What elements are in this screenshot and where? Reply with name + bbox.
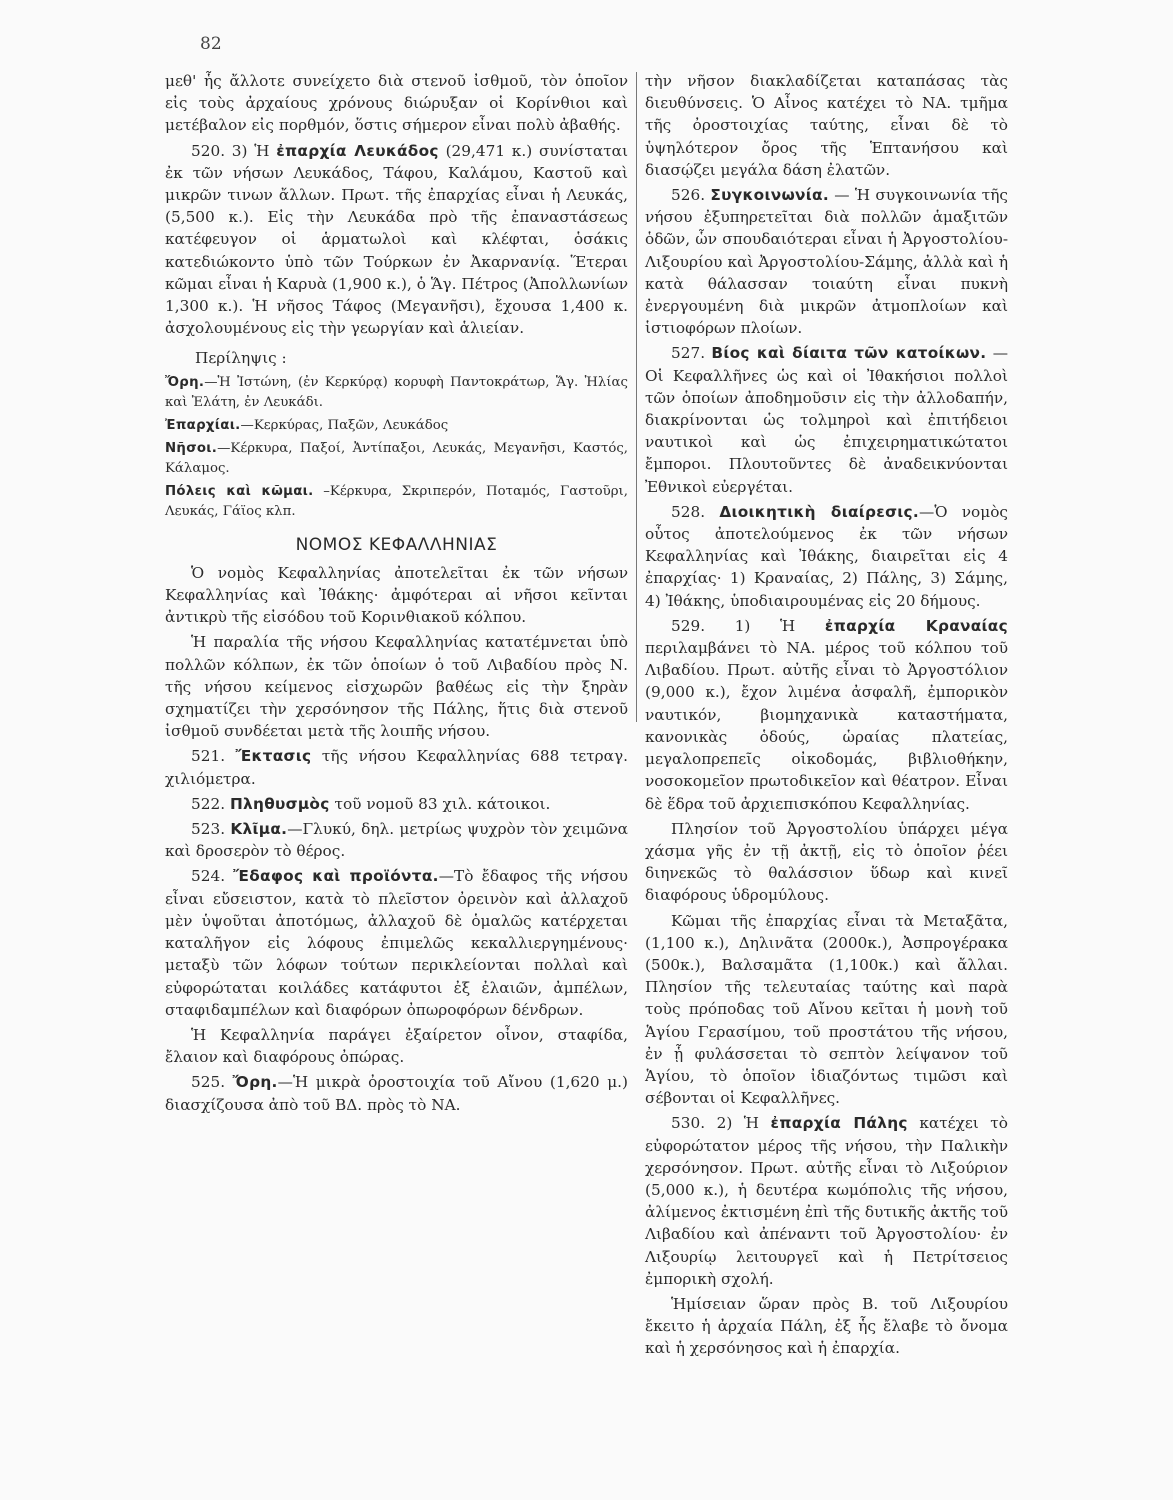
paragraph-529	[645, 615, 1008, 815]
paragraph-plision: Πλησίον τοῦ Ἀργοστολίου ὑπάρχει μέγα χάσμα γῆς ἐν τῇ ἀκτῇ, εἰς τὸ ὁποῖον ῥέει διηνεκῶς τὸ θαλάσσιον ὕδωρ καὶ κινεῖ διαφόρους ὑδρομύλους.	[645, 819, 1008, 905]
paragraph-paragei: Ἡ Κεφαλληνία παράγει ἐξαίρετον οἶνον, σταφίδα, ἔλαιον καὶ διαφόρους ὀπώρας.	[165, 1025, 628, 1067]
section-text: τῆς νήσου Κεφαλληνίας 688 τετραγ. χιλιόμετρα.	[165, 747, 628, 788]
paragraph-intro: μεθ' ἧς ἄλλοτε συνείχετο διὰ στενοῦ ἰσθμοῦ, τὸν ὁποῖον εἰς τοὺς ἀρχαίους χρόνους διώρυξαν οἱ Κορίνθιοι καὶ μετέβαλον εἰς πορθμόν, ὅστις σήμερον εἶναι πολὺ ἀβαθής.	[165, 72, 628, 135]
summary-item	[165, 439, 628, 479]
section-title: Βίος καὶ δίαιτα τῶν κατοίκων.	[711, 344, 987, 363]
paragraph-paralia: Ἡ παραλία τῆς νήσου Κεφαλληνίας κατατέμνεται ὑπὸ πολλῶν κόλπων, ἐκ τῶν ὁποίων ὁ τοῦ Λιβαδίου πρὸς Ν. τῆς νήσου κείμενος εἰσχωρῶν βαθέως εἰς τὴν ξηρὰν σχηματίζει τὴν χερσόνησον τῆς Πάλης, ἥτις διὰ στενοῦ ἰσθμοῦ συνδέεται μετὰ τῆς λοιπῆς νήσου.	[165, 633, 628, 741]
summary-text: —Ἡ Ἰστώνη, (ἐν Κερκύρᾳ) κορυφὴ Παντοκράτωρ, Ἅγ. Ἠλίας καὶ Ἐλάτη, ἐν Λευκάδι.	[165, 374, 628, 410]
section-text: κατέχει τὸ εὐφορώτατον μέρος τῆς νήσου, τὴν Παλικὴν χερσόνησον. Πρωτ. αὐτῆς εἶναι τὸ Λιξούριον (5,000 κ.), ἡ δευτέρα κωμόπολις τῆς νήσου, ἀλίμενος ἐκτισμένη ἐπὶ τῆς δυτικῆς ἀκτῆς τοῦ Λιβαδίου καὶ ἀπέναντι τοῦ Ἀργοστολίου· ἐν Λιξουρίῳ λειτουργεῖ καὶ ἡ Πετρίτσειος ἐμπορικὴ σχολή.	[645, 1114, 1008, 1288]
paragraph-hmisei: Ἡμίσειαν ὥραν πρὸς Β. τοῦ Λιξουρίου ἔκειτο ἡ ἀρχαία Πάλη, ἐξ ἧς ἔλαβε τὸ ὄνομα καὶ ἡ χερσόνησος καὶ ἡ ἐπαρχία.	[645, 1294, 1008, 1358]
section-number: 529. 1) Ἡ	[671, 616, 796, 635]
summary-item	[165, 373, 628, 413]
paragraph-520	[165, 140, 628, 340]
page-number: 82	[200, 34, 222, 54]
section-heading: ΝΟΜΟΣ ΚΕΦΑΛΛΗΝΙΑΣ	[295, 534, 498, 555]
section-number: 523.	[191, 820, 226, 839]
section-text: —Γλυκύ, δηλ. μετρίως ψυχρὸν τὸν χειμῶνα καὶ δροσερὸν τὸ θέρος.	[165, 820, 628, 861]
section-title: Διοικητικὴ διαίρεσις.	[719, 502, 920, 521]
section-text: —Τὸ ἔδαφος τῆς νήσου εἶναι εὔσειστον, κατὰ τὸ πλεῖστον ὀρεινὸν καὶ ἀλλαχοῦ μὲν ὑψοῦται ἀποτόμως, ἀλλαχοῦ δὲ ὁμαλῶς κατέρχεται καταλῆγον εἰς λόφους ἐπιμελῶς κεκαλλιεργημένους· μεταξὺ τῶν λόφων τούτων περικλείονται πολλαὶ καὶ εὐφορώταται κοιλάδες κατάφυτοι ἐξ ἐλαιῶν, ἀμπέλων, σταφιδαμπέλων καὶ διαφόρων ὀπωροφόρων δένδρων.	[165, 867, 628, 1019]
summary-label: Πόλεις καὶ κῶμαι.	[165, 483, 314, 499]
summary-label: Ὄρη.	[165, 374, 205, 390]
section-text: — Ἡ συγκοινωνία τῆς νήσου ἐξυπηρετεῖται διὰ πολλῶν ἁμαξιτῶν ὁδῶν, ὧν σπουδαιότεραι εἶναι ἡ Ἀργοστολίου-Λιξουρίου καὶ Ἀργοστολίου-Σάμης, ἀλλὰ καὶ ἡ κατὰ θάλασσαν τοιαύτη εἶναι πυκνὴ ἐνεργουμένη διὰ μικρῶν ἀτμοπλοίων καὶ ἱστιοφόρων πλοίων.	[645, 186, 1008, 338]
section-text: —Ὁ νομὸς οὗτος ἀποτελούμενος ἐκ τῶν νήσων Κεφαλληνίας καὶ Ἰθάκης, διαιρεῖται εἰς 4 ἐπαρχίας· 1) Κραναίας, 2) Πάλης, 3) Σάμης, 4) Ἰθάκης, ὑποδιαιρουμένας εἰς 20 δήμους.	[645, 502, 1008, 610]
section-number: 524.	[191, 867, 226, 886]
paragraph-528	[645, 501, 1008, 612]
section-title: Ἔκτασις	[235, 747, 312, 766]
paragraph-523	[165, 818, 628, 862]
section-title: Ἔδαφος καὶ προϊόντα.	[233, 867, 439, 886]
paragraph-524	[165, 865, 628, 1020]
section-number: 528.	[671, 502, 706, 521]
section-text: τοῦ νομοῦ 83 χιλ. κάτοικοι.	[334, 794, 551, 813]
section-number: 522.	[191, 794, 226, 813]
section-number: 526.	[671, 186, 706, 205]
right-column	[645, 70, 1008, 1363]
section-title: Συγκοινωνία.	[710, 186, 829, 205]
summary-text: —Κερκύρας, Παξῶν, Λευκάδος	[240, 417, 449, 433]
section-number: 521.	[191, 747, 226, 766]
summary-text: –Κέρκυρα, Σκριπερόν, Ποταμός, Γαστοῦρι, Λευκάς, Γάϊος κλπ.	[165, 483, 628, 519]
paragraph-continued: τὴν νῆσον διακλαδίζεται καταπάσας τὰς διευθύνσεις. Ὁ Αἶνος κατέχει τὸ ΝΑ. τμῆμα τῆς ὀροστοιχίας ταύτης, εἶναι δὲ τὸ ὑψηλότερον ὄρος τῆς Ἑπτανήσου καὶ διασῴζει μεγάλα δάση ἐλατῶν.	[645, 72, 1008, 179]
paragraph-521	[165, 745, 628, 789]
summary-title: Περίληψις :	[195, 349, 287, 368]
left-column	[165, 70, 628, 1119]
section-title: ἐπαρχία Κραναίας	[824, 616, 1008, 635]
section-title: Πληθυσμὸς	[229, 794, 330, 813]
section-text: περιλαμβάνει τὸ ΝΑ. μέρος τοῦ κόλπου τοῦ Λιβαδίου. Πρωτ. αὐτῆς εἶναι τὸ Ἀργοστόλιον (9,000 κ.), ἔχον λιμένα ἀσφαλῆ, ἐμπορικὸν ναυτικόν, βιομηχανικὰ καταστήματα, κανονικὰς ὁδούς, ὡραίας πλατείας, μεγαλοπρεπεῖς οἰκοδομάς, βιβλιοθήκην, νοσοκομεῖον πρωτοδικεῖον καὶ θέατρον. Εἶναι δὲ ἕδρα τοῦ ἀρχιεπισκόπου Κεφαλληνίας.	[645, 639, 1008, 813]
paragraph-527	[645, 342, 1008, 497]
section-text: — Οἱ Κεφαλλῆνες ὡς καὶ οἱ Ἰθακήσιοι πολλοὶ τῶν ὁποίων ἀποδημοῦσιν εἰς τὴν ἀλλοδαπήν, διακρίνονται ὡς τολμηροὶ καὶ ἐπιτήδειοι ναυτικοὶ καὶ ὡς ἐπιχειρηματικώτατοι ἔμποροι. Πλουτοῦντες δὲ ἀναδεικνύονται Ἐθνικοὶ εὐεργέται.	[645, 344, 1008, 496]
summary-item	[165, 416, 628, 436]
summary-text: —Κέρκυρα, Παξοί, Ἀντίπαξοι, Λευκάς, Μεγανῆσι, Καστός, Κάλαμος.	[165, 440, 628, 476]
section-text: (29,471 κ.) συνίσταται ἐκ τῶν νήσων Λευκάδος, Τάφου, Καλάμου, Καστοῦ καὶ μικρῶν τινων ἄλλων. Πρωτ. τῆς ἐπαρχίας εἶναι ἡ Λευκάς, (5,500 κ.). Εἰς τὴν Λευκάδα πρὸ τῆς ἐπαναστάσεως κατέφευγον οἱ ἁρματωλοὶ καὶ κλέφται, ὁσάκις κατεδιώκοντο ὑπὸ τῶν Τούρκων ἐν Ἀκαρνανίᾳ. Ἕτεραι κῶμαι εἶναι ἡ Καρυὰ (1,900 κ.), ὁ Ἅγ. Πέτρος (Ἀπολλωνίων 1,300 κ.). Ἡ νῆσος Τάφος (Μεγανῆσι), ἔχουσα 1,400 κ. ἀσχολουμένους εἰς τὴν γεωργίαν καὶ ἁλιείαν.	[165, 141, 629, 338]
paragraph-522	[165, 793, 628, 815]
summary-item	[165, 482, 628, 522]
section-title: Ὄρη.	[232, 1073, 278, 1092]
section-title: Κλῖμα.	[230, 820, 288, 839]
section-number: 520. 3) Ἡ	[191, 141, 270, 160]
paragraph-komai: Κῶμαι τῆς ἐπαρχίας εἶναι τὰ Μεταξᾶτα, (1,100 κ.), Δηλινᾶτα (2000κ.), Ἀσπρογέρακα (500κ.), Βαλσαμᾶτα (1,100κ.) καὶ ἄλλαι. Πλησίον τῆς τελευταίας ταύτης καὶ παρὰ τοὺς πρόποδας τοῦ Αἴνου κεῖται ἡ μονὴ τοῦ Ἁγίου Γερασίμου, τοῦ προστάτου τῆς νήσου, ἐν ᾗ φυλάσσεται τὸ σεπτὸν λείψανον τοῦ Ἁγίου, τὸ ὁποῖον ἰδιαζόντως τιμῶσι καὶ σέβονται οἱ Κεφαλλῆνες.	[645, 911, 1008, 1108]
paragraph-525	[165, 1071, 628, 1115]
paragraph-nomos: Ὁ νομὸς Κεφαλληνίας ἀποτελεῖται ἐκ τῶν νήσων Κεφαλληνίας καὶ Ἰθάκης· ἀμφότεραι αἱ νῆσοι κεῖνται ἀντικρὺ τῆς εἰσόδου τοῦ Κορινθιακοῦ κόλπου.	[165, 563, 628, 627]
summary-label: Ἐπαρχίαι.	[165, 417, 241, 433]
section-number: 527.	[671, 344, 706, 363]
section-title: ἐπαρχία Πάλης	[770, 1114, 908, 1133]
section-text: —Ἡ μικρὰ ὀροστοιχία τοῦ Αἴνου (1,620 μ.) διασχίζουσα ἀπὸ τοῦ ΒΔ. πρὸς τὸ ΝΑ.	[165, 1073, 628, 1114]
paragraph-526	[645, 184, 1008, 339]
section-title: ἐπαρχία Λευκάδος	[276, 141, 439, 160]
summary-label: Νῆσοι.	[165, 440, 218, 456]
section-number: 530. 2) Ἡ	[671, 1114, 759, 1133]
section-number: 525.	[191, 1073, 226, 1092]
column-divider	[636, 72, 637, 722]
paragraph-530	[645, 1112, 1008, 1290]
